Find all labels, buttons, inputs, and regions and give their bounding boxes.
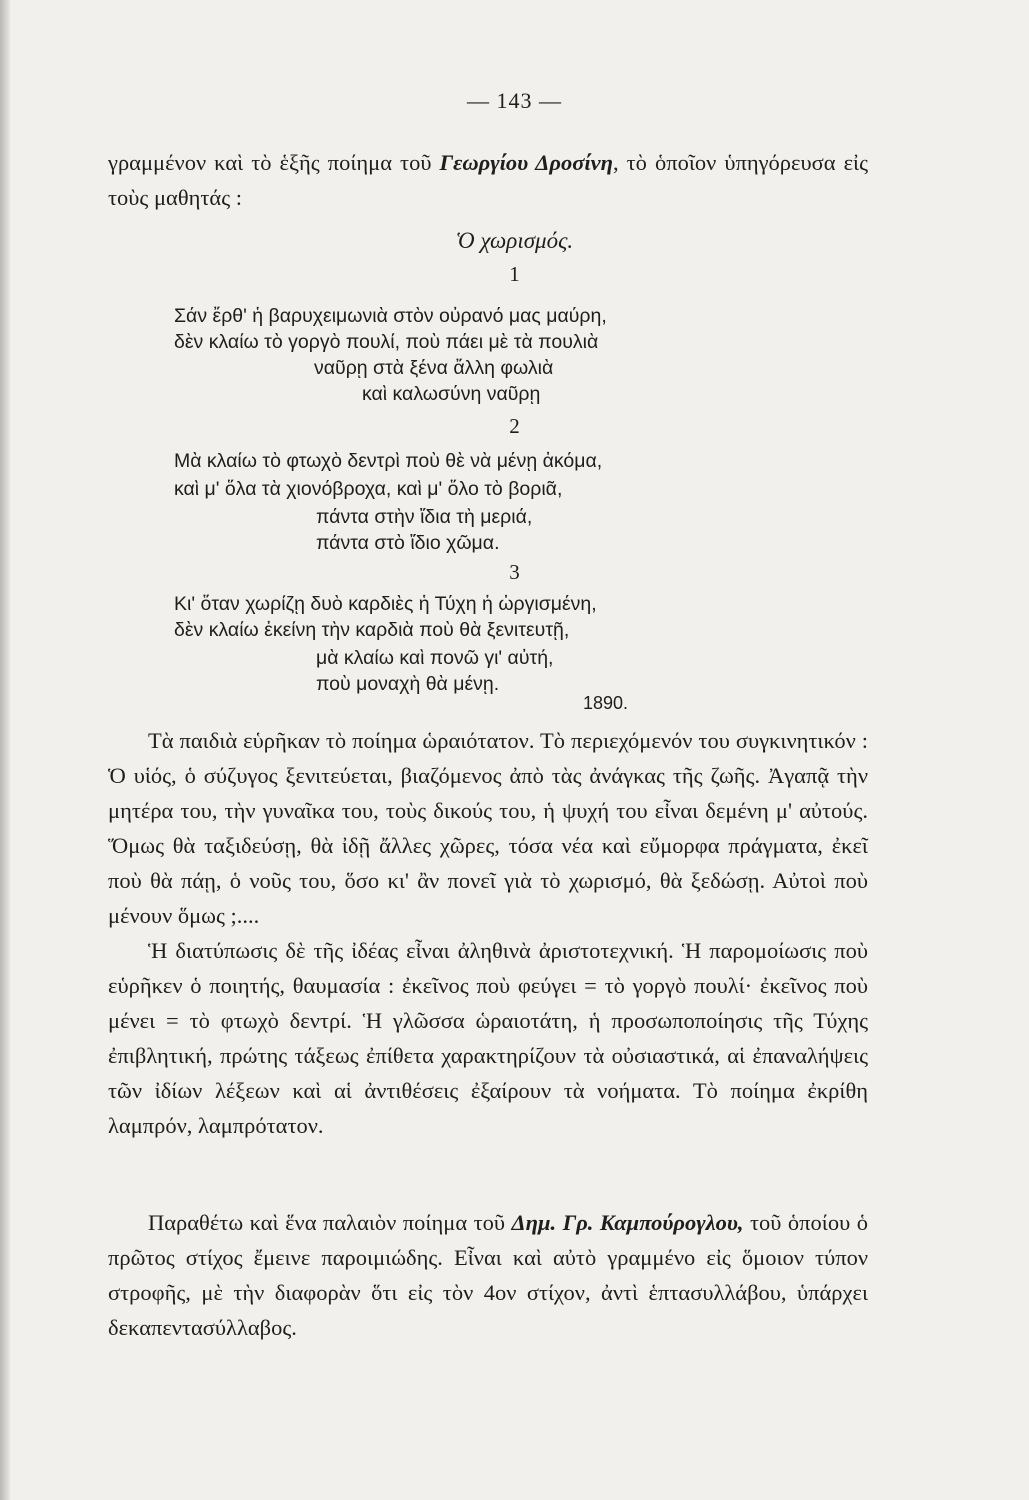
page-number: — 143 — (467, 88, 562, 113)
poem-line: Σάν ἔρθ' ἡ βαρυχειμωνιὰ στὸν οὐρανό μας μαύρη, (174, 305, 607, 327)
poem-title: Ὁ χωρισμός. (455, 228, 574, 253)
stanza-number-1: 1 (509, 262, 520, 286)
poem-line: καὶ καλωσύνη ναῦρῃ (362, 383, 541, 405)
poem-line: καὶ μ' ὅλα τὰ χιονόβροχα, καὶ μ' ὅλο τὸ βοριᾶ, (174, 478, 563, 500)
intro-paragraph (108, 145, 868, 215)
poem-line: μὰ κλαίω καὶ πονῶ γι' αὐτή, (316, 647, 554, 669)
stanza-number-2: 2 (509, 414, 520, 438)
closing-paragraph (108, 1205, 868, 1345)
poem-line: πάντα στὸ ἴδιο χῶμα. (316, 532, 500, 554)
poem-line: πάντα στὴν ἴδια τὴ μεριά, (316, 506, 533, 528)
commentary-paragraph-2: Ἡ διατύπωσις δὲ τῆς ἰδέας εἶναι ἀληθινὰ ἀριστοτεχνική. Ἡ παρομοίωσις ποὺ εὑρῆκεν ὁ ποιητής, θαυμασία : ἐκεῖνος ποὺ φεύγει = τὸ γοργὸ πουλί· ἐκεῖνος ποὺ μένει = τὸ φτωχὸ δεντρί. Ἡ γλῶσσα ὡραιοτάτη, ἡ προσωποποίησις τῆς Τύχης ἐπιβλητική, πρώτης τάξεως ἐπίθετα χαρακτηρίζουν τὰ οὐσιαστικά, αἱ ἐπαναλήψεις τῶν ἰδίων λέξεων καὶ αἱ ἀντιθέσεις ἐξαίρουν τὰ νοήματα. Τὸ ποίημα ἐκρίθη λαμπρόν, λαμπρότατον. (108, 938, 868, 1138)
poem-line: Κι' ὅταν χωρίζῃ δυὸ καρδιὲς ἡ Τύχη ἡ ὠργισμένη, (174, 593, 597, 615)
intro-text-1: γραμμένον καὶ τὸ ἑξῆς ποίημα τοῦ (108, 150, 440, 175)
stanza-number-3: 3 (509, 560, 520, 584)
binding-edge (0, 0, 10, 1500)
commentary-section (108, 723, 868, 1143)
closing-text-2: τοῦ ὁποίου ὁ πρῶτος στίχος ἔμεινε παροιμιώδης. Εἶναι καὶ αὐτὸ γραμμένο εἰς ὅμοιον τύπον στροφῆς, μὲ τὴν διαφορὰν ὅτι εἰς τὸν 4ον στίχον, ἀντὶ ἑπτασυλλάβου, ὑπάρχει δεκαπεντασύλλαβος. (108, 1210, 868, 1340)
poem-line: Μὰ κλαίω τὸ φτωχὸ δεντρὶ ποὺ θὲ νὰ μένῃ ἀκόμα, (174, 450, 603, 472)
poem-line: δὲν κλαίω τὸ γοργὸ πουλί, ποὺ πάει μὲ τὰ πουλιὰ (174, 331, 599, 353)
intro-author: Γεωργίου Δροσίνη (439, 150, 613, 175)
poem-date: 1890. (583, 693, 629, 713)
poem-line: ποὺ μοναχὴ θὰ μένῃ. (316, 673, 500, 695)
closing-text-1: Παραθέτω καὶ ἕνα παλαιὸν ποίημα τοῦ (148, 1210, 512, 1235)
poem-line: ναῦρῃ στὰ ξένα ἄλλη φωλιὰ (314, 357, 554, 379)
closing-author: Δημ. Γρ. Καμπούρογλου, (511, 1210, 744, 1235)
poem-line: δὲν κλαίω ἐκείνη τὴν καρδιὰ ποὺ θὰ ξενιτευτῇ, (174, 619, 570, 641)
commentary-paragraph-1: Τὰ παιδιὰ εὑρῆκαν τὸ ποίημα ὡραιότατον. Τὸ περιεχόμενόν του συγκινητικόν : Ὁ υἱός, ὁ σύζυγος ξενιτεύεται, βιαζόμενος ἀπὸ τὰς ἀνάγκας τῆς ζωῆς. Ἀγαπᾷ τὴν μητέρα του, τὴν γυναῖκα του, τοὺς δικούς του, ἡ ψυχή του εἶναι δεμένη μ' αὐτούς. Ὅμως θὰ ταξιδεύσῃ, θὰ ἰδῇ ἄλλες χῶρες, τόσα νέα καὶ εὔμορφα πράγματα, ἐκεῖ ποὺ θὰ πάῃ, ὁ νοῦς του, ὅσο κι' ἂν πονεῖ γιὰ τὸ χωρισμό, θὰ ξεδώσῃ. Αὐτοὶ ποὺ μένουν ὅμως ;.... (108, 728, 868, 928)
intro-text-2: , τὸ ὁποῖον ὑπηγόρευσα εἰς τοὺς μαθητάς : (108, 150, 868, 210)
